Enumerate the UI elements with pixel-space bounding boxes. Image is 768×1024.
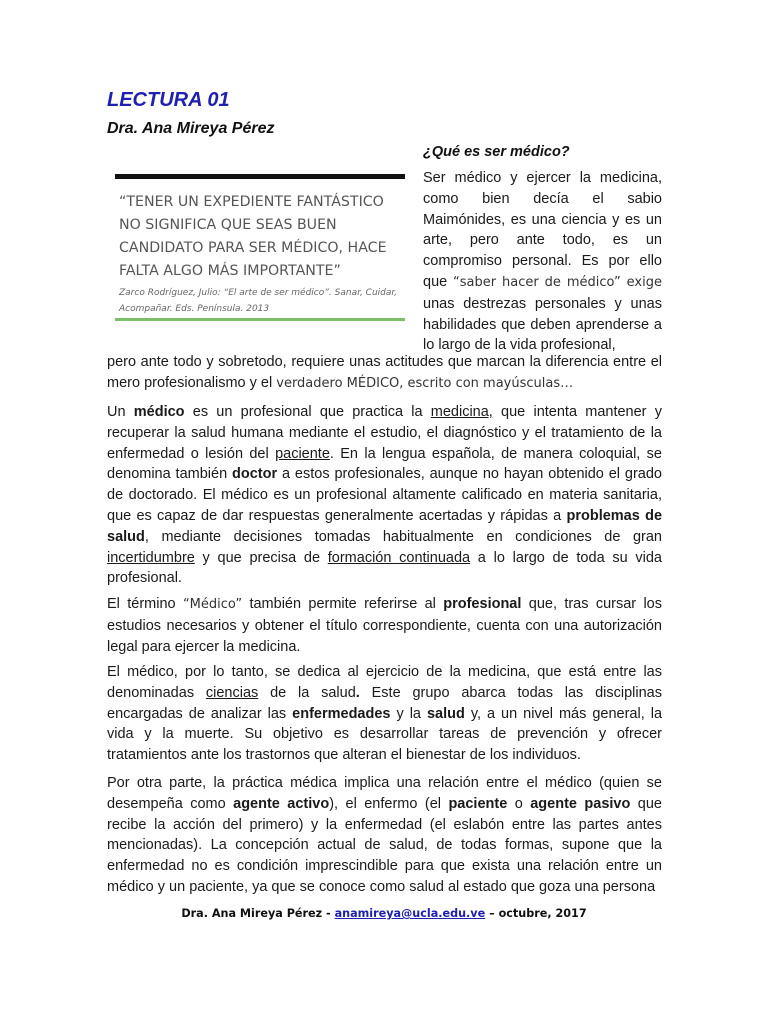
p4-bold-agente-activo: agente activo — [233, 795, 330, 812]
intro-quote-text: “saber hacer de médico” exige — [453, 274, 662, 290]
p1-text: , mediante decisiones tomadas habitualmente en condiciones de gran — [144, 528, 662, 545]
p4-text: que recibe la acción del primero) y la enfermedad (el eslabón entre las partes antes mencionadas). La concepción actual de salud, de todas formas, supone que la enfermedad no es condición imprescindible para que exista una relación entre un médico y un paciente, ya que se conoce como salud al estado que goza una persona — [107, 795, 662, 895]
footer-date: – octubre, 2017 — [485, 907, 587, 920]
p4-text: ), el enfermo (el — [329, 795, 449, 812]
p1-text: a lo largo de toda su vida profesional. — [107, 549, 662, 587]
p3-bold-period: . — [355, 684, 360, 701]
page-footer — [0, 907, 768, 920]
paragraph-2 — [107, 594, 662, 657]
p3-text: El médico, por lo tanto, se dedica al ejercicio de la medicina, que está entre las denominadas — [107, 664, 662, 701]
intro-text-5: verdadero MÉDICO, escrito con mayúsculas… — [276, 375, 574, 391]
p3-text: y la — [390, 705, 427, 722]
intro-text-4: pero ante todo y sobretodo, requiere unas actitudes que marcan la diferencia entre el mero profesionalismo y el — [107, 354, 662, 391]
paragraph-3 — [107, 662, 662, 766]
quote-bottom-rule — [115, 318, 405, 321]
p1-text: a estos profesionales, aunque no hayan obtenido el grado de doctorado. El médico es un profesional altamente calificado en materia sanitaria, que es capaz de dar respuestas generalmente acertadas y rápidas a — [107, 466, 662, 524]
p1-text: Un — [107, 404, 134, 420]
p2-text: también permite referirse al — [242, 596, 444, 612]
document-title: LECTURA 01 — [107, 89, 230, 111]
pull-quote — [115, 174, 405, 317]
p4-bold-paciente: paciente — [448, 795, 508, 812]
p1-bold-medico: médico — [133, 404, 185, 420]
p1-text: y que precisa de — [194, 549, 328, 566]
p4-bold-agente-pasivo: agente pasivo — [530, 795, 631, 812]
p2-term-medico: “Médico” — [182, 597, 243, 612]
p2-text: que, tras cursar los estudios necesarios y obtener el título correspondiente, cuenta con una autorización legal para ejercer la medicina. — [107, 596, 662, 655]
intro-paragraph — [423, 168, 662, 356]
p4-text: Por otra parte, la práctica médica implica una relación entre el médico (quien se desempeña como — [107, 775, 662, 812]
document-author: Dra. Ana Mireya Pérez — [107, 120, 275, 137]
quote-text: “TENER UN EXPEDIENTE FANTÁSTICO NO SIGNIFICA QUE SEAS BUEN CANDIDATO PARA SER MÉDICO, HACE FALTA ALGO MÁS IMPORTANTE” — [119, 194, 387, 279]
p2-bold-profesional: profesional — [443, 596, 522, 612]
p1-text: es un profesional que practica la — [184, 404, 431, 420]
p3-bold-salud: salud — [426, 705, 465, 722]
p3-link-ciencias: ciencias — [205, 684, 259, 701]
p3-text: Este grupo abarca todas las disciplinas encargadas de analizar las — [107, 684, 662, 722]
p1-bold-doctor: doctor — [232, 466, 278, 483]
paragraph-4 — [107, 773, 662, 898]
quote-top-rule — [115, 174, 405, 179]
p3-text: de la salud — [258, 684, 356, 701]
intro-text-1: Ser médico y ejercer la medicina, como bien decía el sabio Maimónides, es una ciencia y es un arte, pero ante todo, es un compromiso personal. Es por ello que — [423, 170, 662, 290]
footer-author: Dra. Ana Mireya Pérez - — [181, 907, 335, 920]
p1-text: . En la lengua española, de manera coloquial, se denomina también — [107, 445, 662, 483]
p3-bold-enfermedades: enfermedades — [292, 705, 391, 722]
p1-text: que intenta mantener y recuperar la salud humana mediante el estudio, el diagnóstico y el tratamiento de la enfermedad o lesión del — [107, 404, 662, 462]
p1-link-formacion: formación continuada — [327, 549, 471, 566]
p4-text: o — [507, 795, 531, 812]
footer-email-link[interactable]: anamireya@ucla.edu.ve — [334, 907, 486, 920]
p1-link-incertidumbre: incertidumbre — [107, 549, 195, 566]
paragraph-1 — [107, 402, 662, 589]
p3-text: y, a un nivel más general, la vida y la muerte. Su objetivo es desarrollar tareas de prevención y ofrecer tratamientos ante los trastornos que alteran el bienestar de los individuos. — [107, 705, 663, 764]
p1-bold-problemas: problemas de salud — [107, 507, 663, 545]
intro-paragraph-continuation — [107, 352, 662, 395]
intro-text-3: unas destrezas personales y unas habilidades que deben aprenderse a lo largo de la vida profesional, — [423, 295, 662, 354]
quote-citation: Zarco Rodríguez, Julio: “El arte de ser médico”. Sanar, Cuidar, Acompañar. Eds. Península. 2013 — [119, 288, 398, 314]
section-question: ¿Qué es ser médico? — [423, 144, 570, 160]
p2-text: El término — [107, 596, 183, 612]
p1-link-paciente: paciente — [275, 445, 330, 462]
p1-link-medicina: medicina, — [430, 404, 493, 420]
